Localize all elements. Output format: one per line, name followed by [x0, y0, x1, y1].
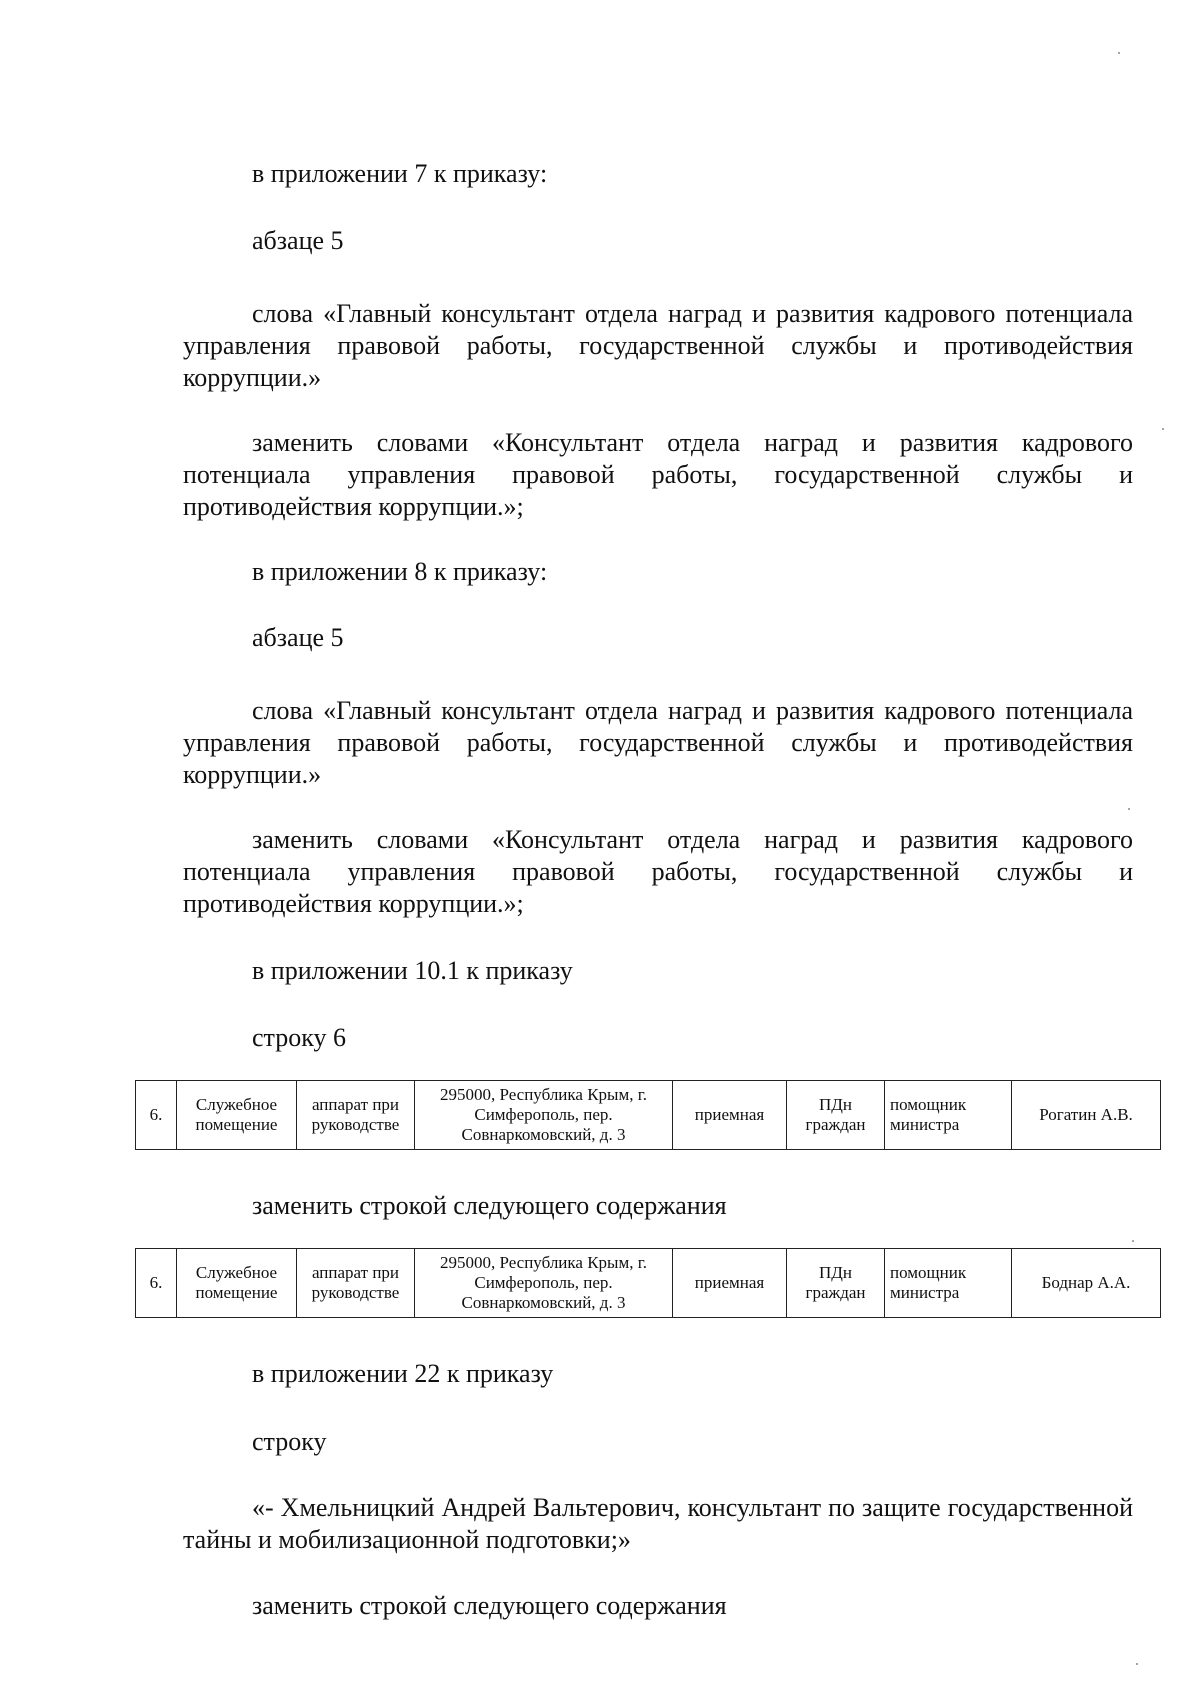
table-old-row	[135, 1080, 1161, 1150]
scan-speck	[1128, 808, 1130, 810]
room-cell: приемная	[673, 1081, 787, 1150]
paragraph-appendix-7: в приложении 7 к приказу:	[252, 159, 548, 188]
address-cell: 295000, Республика Крым, г. Симферополь, пер. Совнаркомовский, д. 3	[415, 1249, 673, 1318]
table-row	[136, 1249, 1161, 1318]
table-row	[136, 1081, 1161, 1150]
data-category-cell: ПДн граждан	[787, 1249, 885, 1318]
responsible-person-cell: Боднар А.А.	[1012, 1249, 1161, 1318]
paragraph-old-wording: слова «Главный консультант отдела наград и развития кадрового потенциала управления правовой работы, государственной службы и противодействия коррупции.»	[183, 299, 1133, 392]
position-cell: помощник министра	[885, 1249, 1012, 1318]
scan-speck	[1132, 1240, 1134, 1242]
department-cell: аппарат при руководстве	[297, 1081, 415, 1150]
premises-cell: Служебное помещение	[177, 1081, 297, 1150]
table-new-row	[135, 1248, 1161, 1318]
paragraph-replace-row: заменить строкой следующего содержания	[252, 1191, 727, 1220]
responsible-person-cell: Рогатин А.В.	[1012, 1081, 1161, 1150]
scan-speck	[1136, 1663, 1138, 1665]
paragraph-old-wording: слова «Главный консультант отдела наград и развития кадрового потенциала управления правовой работы, государственной службы и противодействия коррупции.»	[183, 696, 1133, 789]
paragraph-abzats-5: абзаце 5	[252, 623, 344, 652]
row-number-cell: 6.	[136, 1081, 177, 1150]
paragraph-appendix-8: в приложении 8 к приказу:	[252, 557, 548, 586]
address-cell: 295000, Республика Крым, г. Симферополь, пер. Совнаркомовский, д. 3	[415, 1081, 673, 1150]
paragraph-new-wording: заменить словами «Консультант отдела наград и развития кадрового потенциала управления правовой работы, государственной службы и противодействия коррупции.»;	[183, 825, 1133, 918]
paragraph-row-6: строку 6	[252, 1023, 346, 1052]
premises-cell: Служебное помещение	[177, 1249, 297, 1318]
paragraph-appendix-10-1: в приложении 10.1 к приказу	[252, 956, 573, 985]
room-cell: приемная	[673, 1249, 787, 1318]
scan-speck	[1162, 428, 1164, 430]
paragraph-abzats-5: абзаце 5	[252, 226, 344, 255]
position-cell: помощник министра	[885, 1081, 1012, 1150]
paragraph-row: строку	[252, 1427, 327, 1456]
row-number-cell: 6.	[136, 1249, 177, 1318]
paragraph-appendix-22: в приложении 22 к приказу	[252, 1359, 554, 1388]
scan-speck	[1118, 52, 1120, 54]
data-category-cell: ПДн граждан	[787, 1081, 885, 1150]
paragraph-new-wording: заменить словами «Консультант отдела наград и развития кадрового потенциала управления правовой работы, государственной службы и противодействия коррупции.»;	[183, 428, 1133, 521]
paragraph-replace-line: заменить строкой следующего содержания	[252, 1591, 727, 1620]
paragraph-old-line: «- Хмельницкий Андрей Вальтерович, консультант по защите государственной тайны и мобилизационной подготовки;»	[183, 1493, 1133, 1554]
department-cell: аппарат при руководстве	[297, 1249, 415, 1318]
